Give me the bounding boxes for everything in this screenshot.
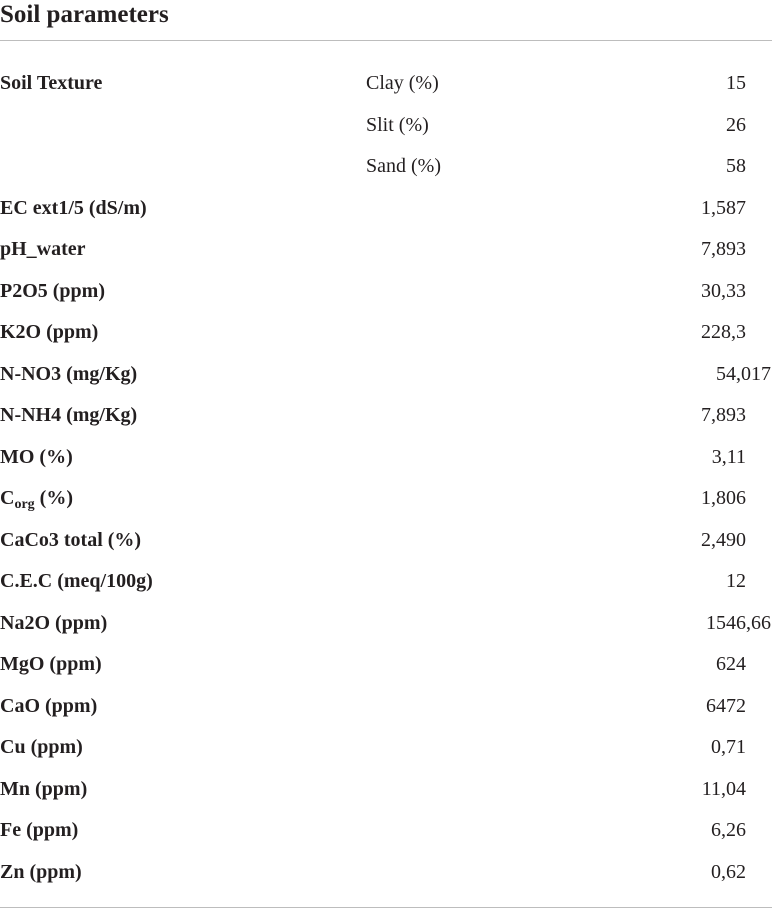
param-label-soil-texture: Soil Texture: [0, 72, 103, 94]
table-row-mgo: [0, 644, 772, 686]
value-ph: 7,893: [701, 238, 746, 260]
corg-main: C: [0, 487, 15, 509]
param-label-cao: CaO (ppm): [0, 694, 98, 717]
param-label-p2o5: P2O5 (ppm): [0, 279, 105, 302]
value-caco3: 2,490: [701, 528, 746, 551]
value-mn: 11,04: [701, 777, 746, 800]
value-cec: 12: [726, 570, 746, 592]
value-sand: 58: [726, 155, 746, 177]
value-corg: 1,806: [701, 487, 746, 509]
value-k2o: 228,3: [701, 321, 746, 343]
table-row-mn: [0, 769, 772, 811]
param-label-n-nh4: N-NH4 (mg/Kg): [0, 404, 138, 426]
sub-label-sand: Sand (%): [366, 155, 441, 177]
value-p2o5: 30,33: [701, 279, 746, 302]
table-row-p2o5: [0, 271, 772, 313]
table-row-n-no3: [0, 354, 772, 396]
table-row-corg: [0, 478, 772, 520]
param-label-n-no3: N-NO3 (mg/Kg): [0, 362, 138, 385]
table-body: [0, 63, 772, 893]
param-label-na2o: Na2O (ppm): [0, 611, 108, 634]
param-label-caco3: CaCo3 total (%): [0, 528, 142, 551]
corg-rest: (%): [34, 487, 73, 509]
value-cu: 0,71: [711, 736, 746, 758]
table-row-n-nh4: [0, 395, 772, 437]
param-label-cec: C.E.C (meq/100g): [0, 570, 153, 592]
sub-label-clay: Clay (%): [366, 72, 439, 94]
table-row-na2o: [0, 603, 772, 645]
param-label-ec: EC ext1/5 (dS/m): [0, 196, 147, 219]
table-row-clay: [0, 63, 772, 105]
value-slit: 26: [726, 113, 746, 136]
top-divider: [0, 40, 772, 41]
value-n-no3: 54,017: [716, 362, 771, 385]
param-label-k2o: K2O (ppm): [0, 321, 99, 343]
param-label-zn: Zn (ppm): [0, 860, 82, 883]
sub-label-slit: Slit (%): [366, 113, 429, 136]
table-row-mo: [0, 437, 772, 479]
corg-subscript: org: [14, 497, 35, 512]
table-row-slit: [0, 105, 772, 147]
param-label-mo: MO (%): [0, 445, 73, 468]
table-row-fe: [0, 810, 772, 852]
value-n-nh4: 7,893: [701, 404, 746, 426]
value-fe: 6,26: [711, 819, 746, 841]
value-ec: 1,587: [701, 196, 746, 219]
param-label-ph: pH_water: [0, 238, 86, 260]
table-row-cu: [0, 727, 772, 769]
table-row-ec: [0, 188, 772, 230]
value-clay: 15: [726, 72, 746, 94]
bottom-divider: [0, 907, 772, 908]
table-row-cao: [0, 686, 772, 728]
value-cao: 6472: [706, 694, 746, 717]
table-row-caco3: [0, 520, 772, 562]
param-label-corg: [0, 478, 73, 520]
value-mo: 3,11: [711, 445, 746, 468]
param-label-fe: Fe (ppm): [0, 819, 79, 841]
param-label-mgo: MgO (ppm): [0, 653, 102, 675]
table-row-cec: [0, 561, 772, 603]
table-row-zn: [0, 852, 772, 894]
param-label-mn: Mn (ppm): [0, 777, 88, 800]
param-label-cu: Cu (ppm): [0, 736, 83, 758]
table-title: Soil parameters: [0, 1, 169, 28]
table-row-sand: [0, 146, 772, 188]
table-row-ph: [0, 229, 772, 271]
value-na2o: 1546,66: [706, 611, 771, 634]
table-row-k2o: [0, 312, 772, 354]
value-mgo: 624: [716, 653, 746, 675]
value-zn: 0,62: [711, 860, 746, 883]
